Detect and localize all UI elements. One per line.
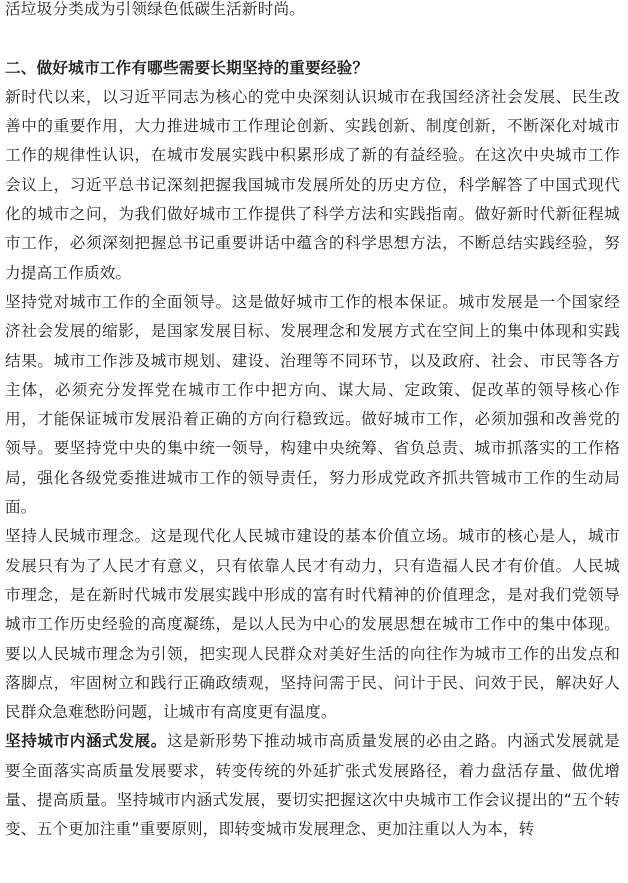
paragraph-4-lead: 坚持城市内涵式发展。 [5,732,167,751]
paragraph-3: 坚持人民城市理念。这是现代化人民城市建设的基本价值立场。城市的核心是人，城市发展只有为了人民才有意义，只有依靠人民才有动力，只有造福人民才有价值。人民城市理念，是在新时代城市发展实践中形成的富有时代精神的价值理念，是对我们党领导城市工作历史经验的高度凝练，是以人民为中心的发展思想在城市工作中的集中体现。要以人民城市理念为引领，把实现人民群众对美好生活的向往作为城市工作的出发点和落脚点，牢固树立和践行正确政绩观，坚持问需于民、问计于民、问效于民，解决好人民群众急难愁盼问题，让城市有高度更有温度。 [5,527,620,722]
paragraph-1: 新时代以来，以习近平同志为核心的党中央深刻认识城市在我国经济社会发展、民生改善中的重要作用，大力推进城市工作理论创新、实践创新、制度创新，不断深化对城市工作的规律性认识，在城市发展实践中积累形成了新的有益经验。在这次中央城市工作会议上，习近平总书记深刻把握我国城市发展所处的历史方位，科学解答了中国式现代化的城市之问，为我们做好城市工作提供了科学方法和实践指南。做好新时代新征程城市工作，必须深刻把握总书记重要讲话中蕴含的科学思想方法，不断总结实践经验，努力提高工作质效。 [5,87,620,282]
paragraph-4 [5,727,620,844]
article-body [5,0,620,845]
section-heading: 二、做好城市工作有哪些需要长期坚持的重要经验？ [5,58,369,77]
intro-paragraph-tail: 活垃圾分类成为引领绿色低碳生活新时尚。 [5,0,306,18]
paragraph-2: 坚持党对城市工作的全面领导。这是做好城市工作的根本保证。城市发展是一个国家经济社会发展的缩影，是国家发展目标、发展理念和发展方式在空间上的集中体现和实践结果。城市工作涉及城市规划、建设、治理等不同环节，以及政府、社会、市民等各方主体，必须充分发挥党在城市工作中把方向、谋大局、定政策、促改革的领导核心作用，才能保证城市发展沿着正确的方向行稳致远。做好城市工作，必须加强和改善党的领导。要坚持党中央的集中统一领导，构建中央统筹、省负总责、城市抓落实的工作格局，强化各级党委推进城市工作的领导责任，努力形成党政齐抓共管城市工作的生动局面。 [5,292,620,517]
paragraph-gap [5,24,620,53]
paragraph-4-body: 这是新形势下推动城市高质量发展的必由之路。内涵式发展就是要全面落实高质量发展要求，转变传统的外延扩张式发展路径，着力盘活存量、做优增量、提高质量。坚持城市内涵式发展，要切实把握这次中央城市工作会议提出的“五个转变、五个更加注重”重要原则，即转变城市发展理念、更加注重以人为本，转 [5,732,620,839]
